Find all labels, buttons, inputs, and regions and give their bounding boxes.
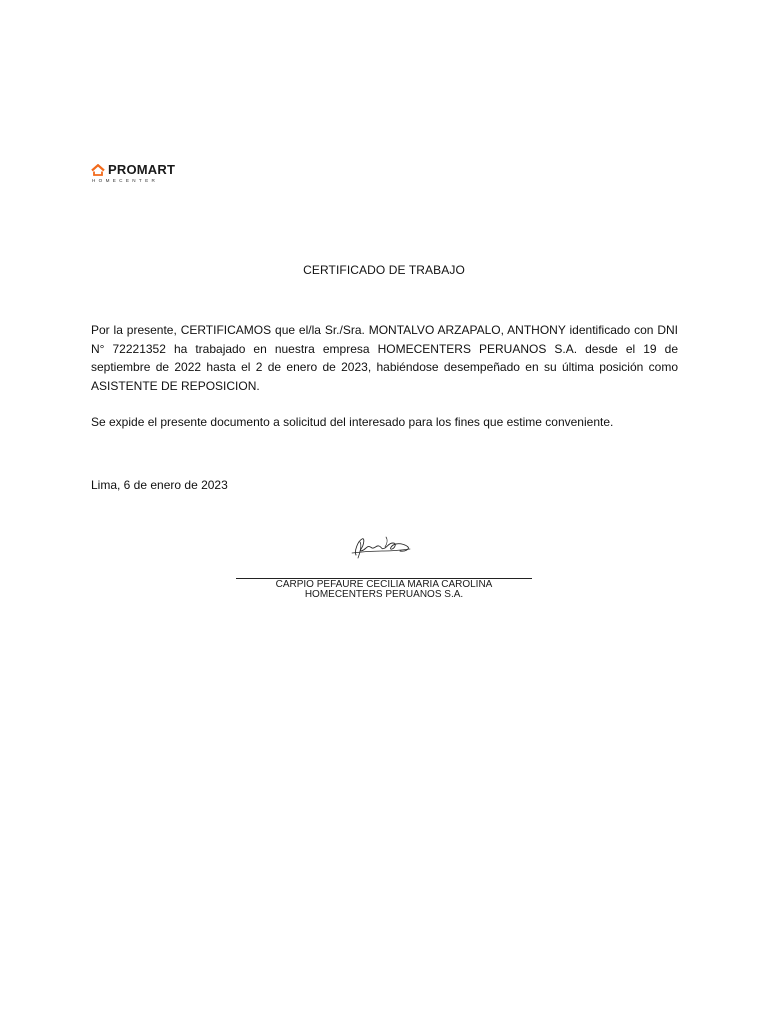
place-date: Lima, 6 de enero de 2023 xyxy=(91,478,228,492)
signer-company: HOMECENTERS PERUANOS S.A. xyxy=(304,589,464,600)
handwritten-signature xyxy=(348,533,414,561)
promart-logo xyxy=(91,163,191,187)
signer-name: CARPIO PEFAURE CECILIA MARIA CAROLINA xyxy=(275,579,493,590)
logo-name: PROMART xyxy=(108,162,176,177)
logo-subtitle: HOMECENTER xyxy=(92,178,159,183)
house-roof-icon xyxy=(91,164,105,176)
document-title: CERTIFICADO DE TRABAJO xyxy=(303,263,465,277)
issuance-paragraph: Se expide el presente documento a solicitud del interesado para los fines que estime conveniente. xyxy=(91,415,614,429)
certification-paragraph: Por la presente, CERTIFICAMOS que el/la Sr./Sra. MONTALVO ARZAPALO, ANTHONY identificado con DNI N° 72221352 ha trabajado en nuestra empresa HOMECENTERS PERUANOS S.A. desde el 19 de septiembre de 2022 hasta el 2 de enero de 2023, habiéndose desempeñado en su última posición como ASISTENTE DE REPOSICION. xyxy=(91,323,678,393)
